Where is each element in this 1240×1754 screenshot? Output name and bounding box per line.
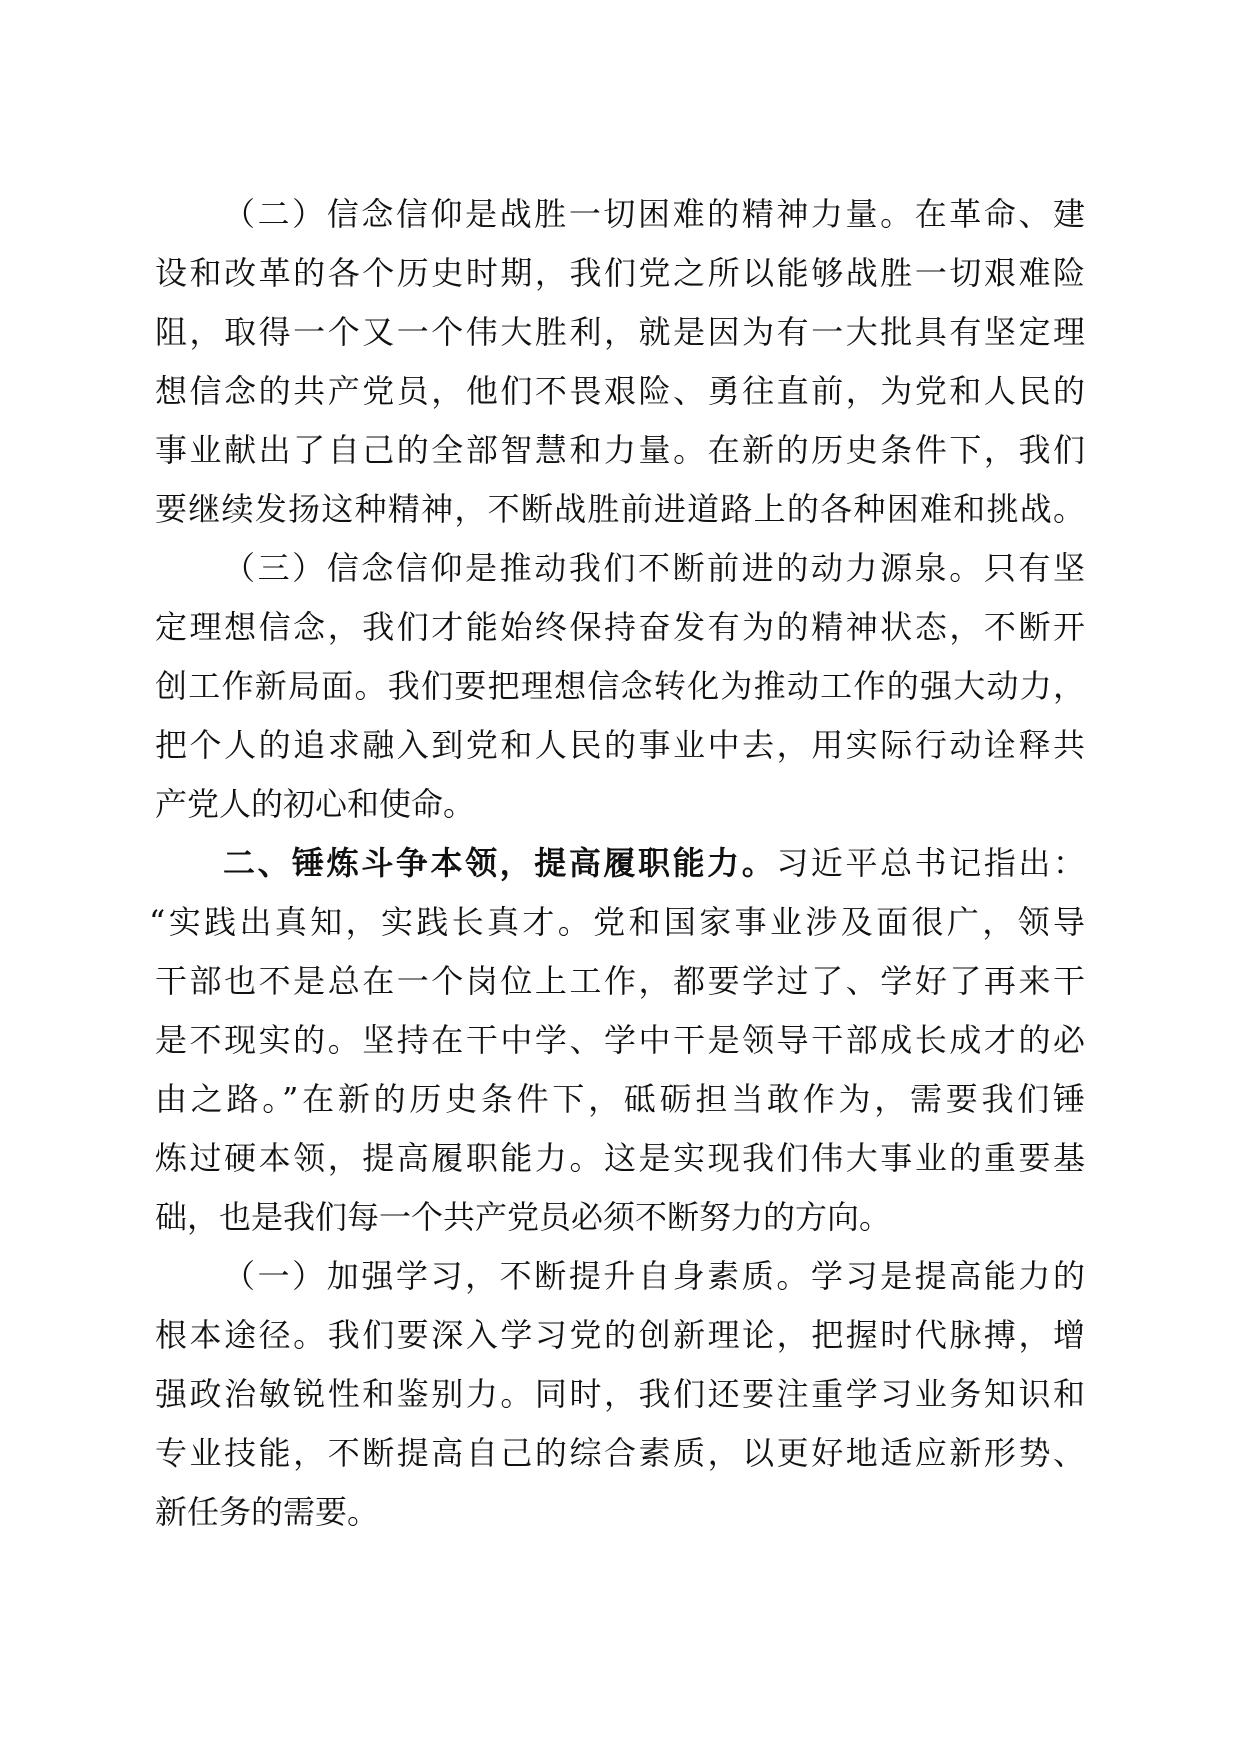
paragraph-line: 根本途径。我们要深入学习党的创新理论，把握时代脉搏，增	[155, 1316, 1085, 1354]
paragraph-line: （一）加强学习，不断提升自身素质。学习是提高能力的	[223, 1257, 1085, 1295]
section-heading-continuation: 习近平总书记指出：	[776, 844, 1085, 882]
section-heading-line	[223, 833, 1085, 893]
paragraph-line: （二）信念信仰是战胜一切困难的精神力量。在革命、建	[223, 195, 1085, 233]
paragraph-line: 由之路。”在新的历史条件下，砥砺担当敢作为，需要我们锤	[155, 1080, 1085, 1118]
paragraph-line: 是不现实的。坚持在干中学、学中干是领导干部成长成才的必	[155, 1021, 1085, 1059]
paragraph-line: 干部也不是总在一个岗位上工作，都要学过了、学好了再来干	[155, 962, 1085, 1000]
paragraph-line: “实践出真知，实践长真才。党和国家事业涉及面很广，领导	[149, 903, 1085, 941]
paragraph-line: 新任务的需要。	[155, 1493, 380, 1531]
paragraph-line: 强政治敏锐性和鉴别力。同时，我们还要注重学习业务知识和	[155, 1375, 1085, 1413]
paragraph-line: 础，也是我们每一个共产党员必须不断努力的方向。	[155, 1198, 892, 1236]
paragraph-line: 把个人的追求融入到党和人民的事业中去，用实际行动诠释共	[155, 726, 1085, 764]
paragraph-line: 炼过硬本领，提高履职能力。这是实现我们伟大事业的重要基	[155, 1139, 1085, 1177]
paragraph-line: 事业献出了自己的全部智慧和力量。在新的历史条件下，我们	[155, 431, 1085, 469]
paragraph-line: 定理想信念，我们才能始终保持奋发有为的精神状态，不断开	[155, 608, 1085, 646]
paragraph-line: 创工作新局面。我们要把理想信念转化为推动工作的强大动力，	[155, 667, 1085, 705]
paragraph-line: 产党人的初心和使命。	[155, 785, 476, 823]
paragraph-line: 想信念的共产党员，他们不畏艰险、勇往直前，为党和人民的	[155, 372, 1085, 410]
paragraph-line: 要继续发扬这种精神，不断战胜前进道路上的各种困难和挑战。	[155, 490, 1085, 528]
section-heading: 二、锤炼斗争本领，提高履职能力。	[223, 844, 777, 882]
paragraph-line: 阻，取得一个又一个伟大胜利，就是因为有一大批具有坚定理	[155, 313, 1085, 351]
paragraph-line: 设和改革的各个历史时期，我们党之所以能够战胜一切艰难险	[155, 254, 1085, 292]
paragraph-line: 专业技能，不断提高自己的综合素质，以更好地适应新形势、	[155, 1434, 1085, 1472]
paragraph-line: （三）信念信仰是推动我们不断前进的动力源泉。只有坚	[223, 549, 1085, 587]
